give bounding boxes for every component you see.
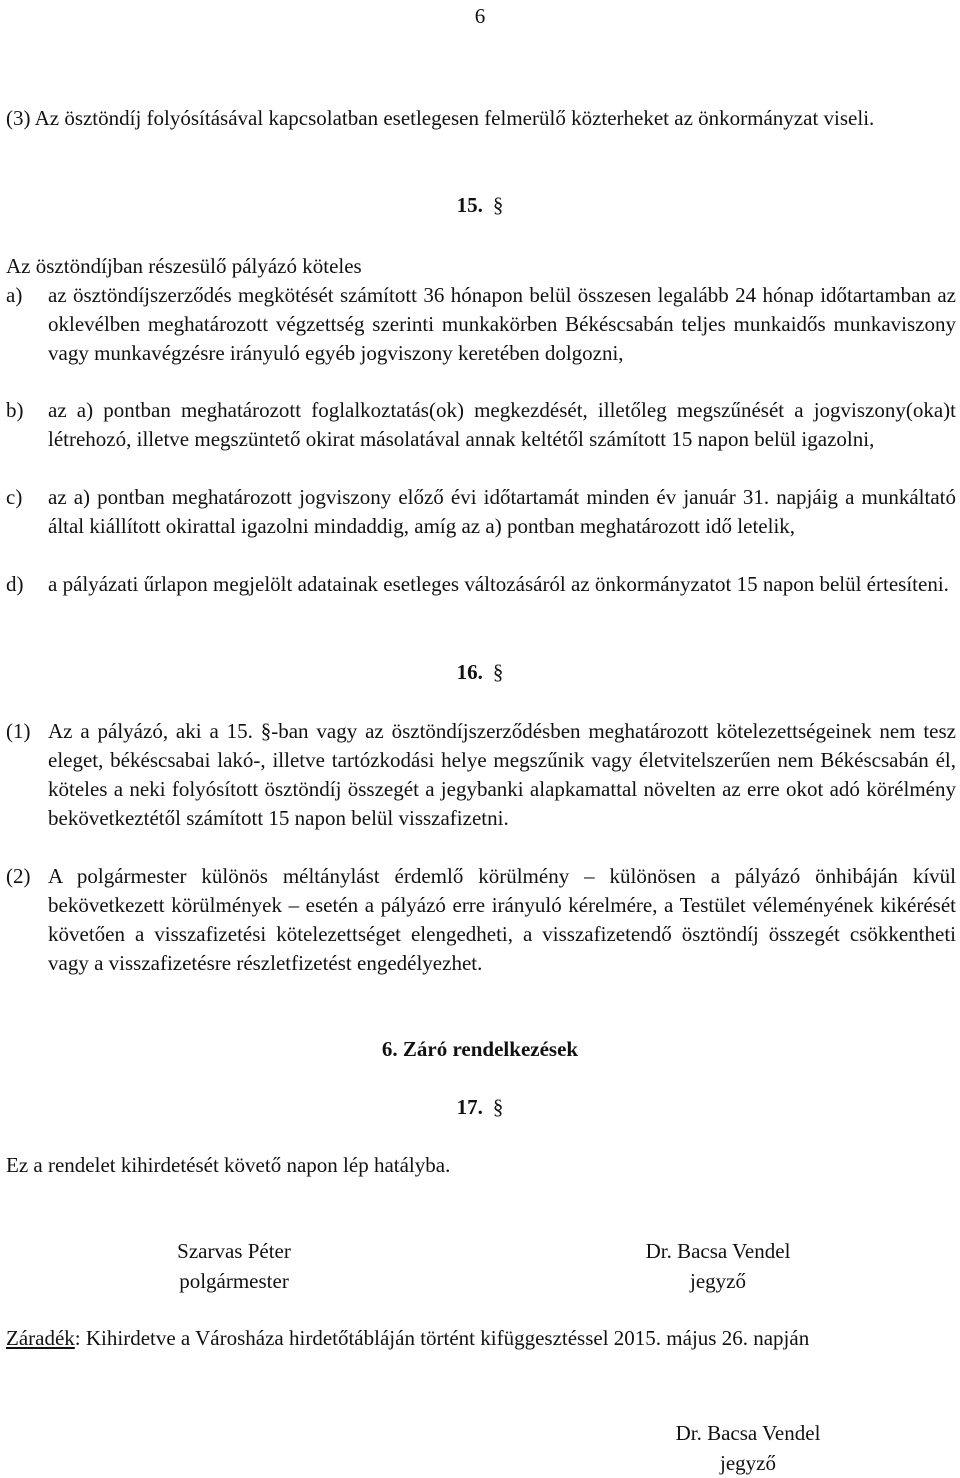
list-text: az ösztöndíjszerződés megkötését számított 36 hónapon belül összesen legalább 24 hónap időtartamban az oklevélben meghatározott végzettség szerinti munkakörben Békéscsabán teljes munkaidős munkaviszony vagy munkavégzésre irányuló egyéb jogviszony keretében dolgozni, (48, 283, 956, 365)
list-item-a (6, 281, 956, 368)
signatory-name: Szarvas Péter (177, 1239, 291, 1263)
signatory-title: polgármester (179, 1269, 289, 1293)
final-signature (598, 1418, 898, 1478)
list-label: c) (6, 485, 23, 509)
chapter-title: 6. Záró rendelkezések (381, 1037, 579, 1061)
list-item-b (6, 396, 956, 454)
signature-notary (568, 1236, 868, 1296)
paragraph-text: Az a pályázó, aki a 15. §-ban vagy az ösztöndíjszerződésben meghatározott kötelezettségeinek nem tesz eleget, békéscsabai lakó-, illetve tartózkodási helye megszűnik vagy életvitelszerűen nem Békéscsabán él, köteles a neki folyósított ösztöndíj összegét a jegybanki alapkamattal növelten az erre okot adó körélmény bekövetkeztétől számított 15 napon belül visszafizetni. (48, 719, 956, 830)
paragraph-text: A polgármester különös méltánylást érdemlő körülmény – különösen a pályázó önhibáján kívül bekövetkezett körülmények – esetén a pályázó erre irányuló kérelmére, a Testület véleményének kikérését követően a visszafizetési kötelezettséget elengedheti, a visszafizetendő ösztöndíj összegét csökkentheti vagy a visszafizetésre részletfizetést engedélyezhet. (48, 864, 956, 975)
list-label: b) (6, 398, 24, 422)
list-text: az a) pontban meghatározott foglalkoztatás(ok) megkezdését, illetőleg megszűnését a jogviszony(oka)t létrehozó, illetve megszüntető okirat másolatával annak keltétől számított 15 napon belül igazolni, (48, 398, 956, 451)
signatory-title: jegyző (720, 1451, 776, 1475)
zaradek-clause (6, 1324, 956, 1353)
section-15-heading (0, 193, 960, 218)
list-item-d (6, 570, 956, 599)
paragraph-label: (1) (6, 719, 31, 743)
section-17-text: Ez a rendelet kihirdetését követő napon lép hatályba. (6, 1153, 451, 1177)
signatory-name: Dr. Bacsa Vendel (645, 1239, 791, 1263)
list-item-c (6, 483, 956, 541)
section-17-heading (0, 1095, 960, 1120)
list-text: az a) pontban meghatározott jogviszony előző évi időtartamát minden év január 31. napjáig a munkáltató által kiállított okirattal igazolni mindaddig, amíg az a) pontban meghatározott idő letelik, (48, 485, 956, 538)
signatory-name: Dr. Bacsa Vendel (675, 1421, 821, 1445)
signatory-title: jegyző (690, 1269, 746, 1293)
section-sign-icon: § (492, 193, 504, 217)
signature-mayor (84, 1236, 384, 1296)
section-16-heading (0, 660, 960, 685)
page-number: 6 (474, 4, 486, 28)
zaradek-label: Záradék (6, 1326, 75, 1350)
list-label: a) (6, 283, 23, 307)
paragraph-16-1 (6, 717, 956, 833)
paragraph-16-2 (6, 862, 956, 978)
section-number: 15. (456, 193, 483, 217)
list-text: a pályázati űrlapon megjelölt adatainak esetleges változásáról az önkormányzatot 15 napon belül értesíteni. (48, 572, 949, 596)
section-sign-icon: § (492, 660, 504, 684)
list-label: d) (6, 572, 24, 596)
section-number: 17. (456, 1095, 483, 1119)
paragraph-14-3: (3) Az ösztöndíj folyósításával kapcsolatban esetlegesen felmerülő közterheket az önkormányzat viseli. (6, 106, 875, 130)
zaradek-text: : Kihirdetve a Városháza hirdetőtábláján történt kifüggesztéssel 2015. május 26. napján (74, 1326, 810, 1350)
section-15-intro: Az ösztöndíjban részesülő pályázó köteles (6, 254, 362, 278)
section-number: 16. (456, 660, 483, 684)
section-sign-icon: § (492, 1095, 504, 1119)
paragraph-label: (2) (6, 864, 31, 888)
